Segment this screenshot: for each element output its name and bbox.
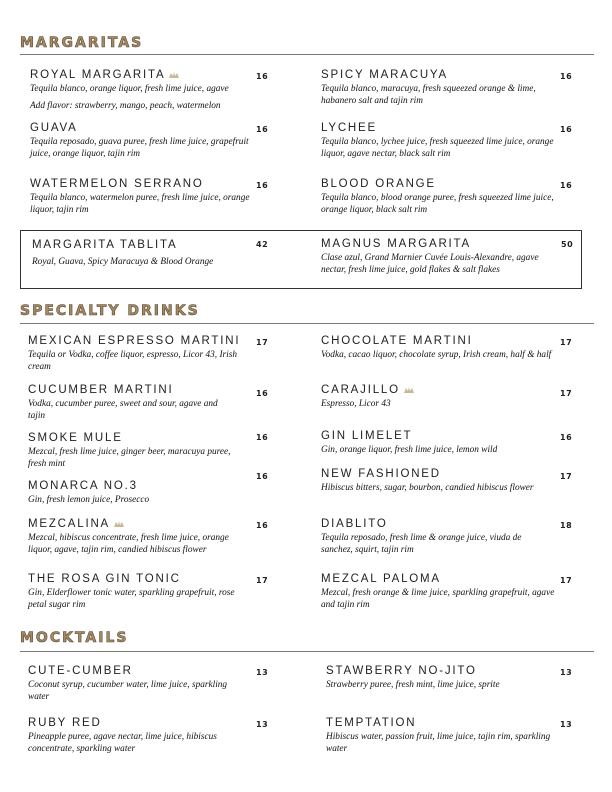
item-add-flavor: Add flavor: strawberry, mango, peach, watermelon (30, 101, 221, 111)
item-price: 16 (256, 472, 269, 481)
item-price: 16 (560, 433, 573, 442)
item-description: Royal, Guava, Spicy Maracuya & Blood Orange (32, 257, 214, 267)
item-name: THE ROSA GIN TONIC (28, 573, 181, 585)
item-price: 16 (560, 72, 573, 81)
item-price: 16 (256, 72, 269, 81)
menu-item-temptation (326, 716, 554, 755)
menu-item-magnus-margarita (321, 237, 556, 276)
item-price: 17 (256, 338, 269, 347)
menu-item-spicy-maracuya (321, 68, 556, 107)
flame-icon (114, 521, 124, 527)
menu-item-watermelon-serrano (30, 177, 252, 216)
item-price: 16 (256, 181, 269, 190)
section-divider (20, 651, 594, 652)
item-description: Gin, Elderflower tonic water, sparkling grapefruit, rose petal sugar rim (28, 588, 235, 610)
item-name: MEZCALINA (28, 518, 111, 530)
section-divider (20, 323, 594, 324)
item-description: Tequila blanco, watermelon puree, fresh lime juice, orange liquor, tajin rim (30, 193, 250, 215)
item-name: TEMPTATION (326, 717, 417, 729)
item-name: STAWBERRY NO-JITO (326, 665, 477, 677)
item-description: Tequila reposado, fresh lime & orange juice, viuda de sanchez, squirt, tajin rim (321, 533, 522, 555)
item-description: Gin, orange liquor, fresh lime juice, lemon wild (321, 445, 498, 455)
menu-item-stawberry-no-jito (326, 664, 551, 691)
item-description: Hibiscus water, passion fruit, lime juice, tajin rim, sparkling water (326, 732, 551, 754)
item-description: Tequila blanco, blood orange puree, fresh squeezed lime juice, orange liquor, black salt rim (321, 193, 554, 215)
menu-item-cute-cumber (28, 664, 250, 703)
item-price: 17 (560, 338, 573, 347)
item-description: Tequila or Vodka, coffee liquor, espresso, Licor 43, Irish cream (28, 350, 238, 372)
menu-item-carajillo (321, 383, 556, 410)
item-description: Tequila reposado, guava puree, fresh lime juice, grapefruit juice, orange liquor, tajin rim (30, 137, 249, 159)
item-name: CUTE-CUMBER (28, 665, 133, 677)
menu-item-cucumber-martini (28, 383, 236, 422)
item-name: NEW FASHIONED (321, 468, 441, 480)
item-name: MEZCAL PALOMA (321, 573, 441, 585)
item-price: 16 (560, 125, 573, 134)
item-price: 16 (256, 389, 269, 398)
item-name: CUCUMBER MARTINI (28, 384, 174, 396)
item-name: MARGARITA TABLITA (32, 239, 178, 251)
item-description: Vodka, cucumber puree, sweet and sour, agave and tajin (28, 399, 218, 421)
item-description: Pineapple puree, agave nectar, lime juice, hibiscus concentrate, sparkling water (28, 732, 217, 754)
item-description: Coconut syrup, cucumber water, lime juice, sparkling water (28, 680, 228, 702)
item-description: Tequila blanco, maracuya, fresh squeezed orange & lime, habanero salt and tajin rim (321, 84, 536, 106)
flame-icon (404, 387, 414, 393)
menu-item-royal-margarita (30, 68, 260, 112)
item-name: GIN LIMELET (321, 430, 413, 442)
menu-item-margarita-tablita (32, 238, 254, 268)
menu-item-mezcalina (28, 517, 250, 556)
item-name: SMOKE MULE (28, 432, 123, 444)
item-price: 16 (256, 125, 269, 134)
section-title-margaritas: MARGARITAS (20, 35, 144, 51)
item-price: 17 (560, 576, 573, 585)
item-name: LYCHEE (321, 122, 377, 134)
menu-item-ruby-red (28, 716, 218, 755)
item-price: 13 (560, 720, 573, 729)
item-name: CHOCOLATE MARTINI (321, 335, 473, 347)
item-price: 50 (561, 240, 574, 249)
menu-item-monarca-no3 (28, 479, 250, 506)
menu-item-gin-limelet (321, 429, 556, 456)
item-price: 13 (256, 668, 269, 677)
section-title-specialty-drinks: SPECIALTY DRINKS (20, 303, 200, 319)
item-name: SPICY MARACUYA (321, 69, 449, 81)
menu-item-new-fashioned (321, 467, 556, 494)
menu-item-chocolate-martini (321, 334, 556, 361)
menu-item-diablito (321, 517, 553, 556)
section-divider (20, 54, 594, 55)
menu-item-mexican-espresso-martini (28, 334, 253, 373)
menu-item-the-rosa-gin-tonic (28, 572, 250, 611)
item-description: Tequila blanco, orange liquor, fresh lime juice, agave (30, 84, 229, 94)
item-description: Clase azul, Grand Marnier Cuvée Louis-Alexandre, agave nectar, fresh lime juice, gold flakes & salt flakes (321, 253, 539, 275)
menu-item-blood-orange (321, 177, 556, 216)
item-name: ROYAL MARGARITA (30, 69, 166, 81)
item-price: 17 (560, 389, 573, 398)
item-description: Vodka, cacao liquor, chocolate syrup, Irish cream, half & half (321, 350, 552, 360)
item-price: 17 (560, 472, 573, 481)
item-price: 17 (256, 576, 269, 585)
item-description: Mezcal, hibiscus concentrate, fresh lime juice, orange liquor, agave, tajin rim, candied hibiscus flower (28, 533, 229, 555)
item-price: 13 (256, 720, 269, 729)
item-name: GUAVA (30, 122, 78, 134)
item-price: 13 (560, 668, 573, 677)
item-name: MEXICAN ESPRESSO MARTINI (28, 335, 241, 347)
item-description: Strawberry puree, fresh mint, lime juice, sprite (326, 680, 500, 690)
item-name: DIABLITO (321, 518, 388, 530)
item-description: Tequila blanco, lychee juice, fresh squeezed lime juice, orange liquor, agave nectar, black salt rim (321, 137, 554, 159)
menu-item-smoke-mule (28, 431, 250, 470)
item-price: 18 (560, 521, 573, 530)
item-price: 16 (560, 181, 573, 190)
item-price: 42 (256, 240, 269, 249)
item-description: Gin, fresh lemon juice, Prosecco (28, 495, 150, 505)
item-description: Hibiscus bitters, sugar, bourbon, candied hibiscus flower (321, 483, 534, 493)
item-name: MAGNUS MARGARITA (321, 238, 471, 250)
item-description: Mezcal, fresh lime juice, ginger beer, maracuya puree, fresh mint (28, 447, 231, 469)
item-description: Espresso, Licor 43 (321, 399, 391, 409)
item-name: CARAJILLO (321, 384, 400, 396)
menu-item-lychee (321, 121, 556, 160)
item-name: WATERMELON SERRANO (30, 178, 204, 190)
item-name: MONARCA NO.3 (28, 480, 138, 492)
item-name: BLOOD ORANGE (321, 178, 436, 190)
menu-item-mezcal-paloma (321, 572, 556, 611)
item-description: Mezcal, fresh orange & lime juice, sparkling grapefruit, agave and tajin rim (321, 588, 555, 610)
item-price: 16 (256, 433, 269, 442)
menu-item-guava (30, 121, 252, 160)
item-name: RUBY RED (28, 717, 102, 729)
item-price: 16 (256, 521, 269, 530)
section-title-mocktails: MOCKTAILS (20, 630, 129, 646)
flame-icon (169, 72, 179, 78)
